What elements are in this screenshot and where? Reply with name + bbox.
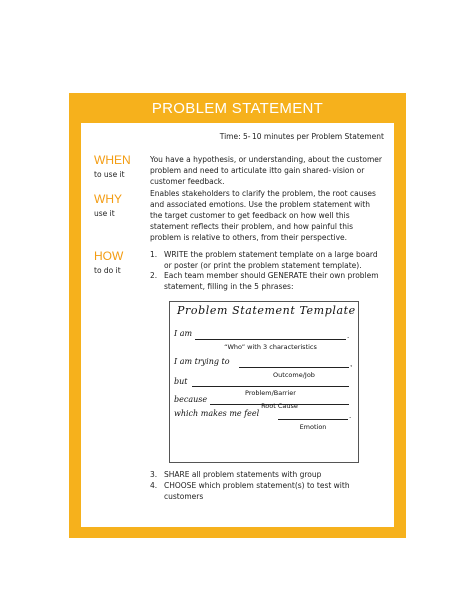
title-bar xyxy=(69,93,406,123)
step-text: WRITE the problem statement template on a large board or poster (or print the problem statement template). xyxy=(164,250,378,270)
page-title: PROBLEM STATEMENT xyxy=(151,100,324,117)
template-caption: Outcome/Job xyxy=(273,371,315,379)
fill-in-line xyxy=(195,339,346,340)
template-title: Problem Statement Template xyxy=(177,304,356,317)
step-number: 1. xyxy=(150,250,158,259)
content-panel xyxy=(81,123,394,527)
why-label: WHY xyxy=(94,192,122,206)
step-text: SHARE all problem statements with group xyxy=(164,470,322,479)
template-caption: Root Cause xyxy=(261,402,298,410)
template-phrase: because xyxy=(174,395,208,404)
template-phrase: I am xyxy=(174,329,193,338)
when-text: You have a hypothesis, or understanding, about the customer problem and need to articulate itto gain shared- vision or customer feedback. xyxy=(150,155,382,186)
fill-in-line xyxy=(239,367,349,368)
step-number: 4. xyxy=(150,481,158,490)
period: . xyxy=(349,411,352,420)
template-caption: “Who” with 3 characteristics xyxy=(224,343,317,351)
step-text: CHOOSE which problem statement(s) to test with customers xyxy=(164,481,350,501)
why-text: Enables stakeholders to clarify the problem, the root causes and associated emotions. Use the problem statement with the target customer to get feedback on how well this statement reflects their problem, and how painful this problem is relative to others, from their perspective. xyxy=(150,189,376,242)
template-caption: Emotion xyxy=(299,423,327,431)
how-label: HOW xyxy=(94,249,124,263)
fill-in-line xyxy=(278,419,348,420)
why-sublabel: use it xyxy=(94,209,115,218)
template-phrase: but xyxy=(174,377,188,386)
problem-statement-template xyxy=(169,301,359,463)
template-phrase: which makes me feel xyxy=(174,409,260,418)
when-sublabel: to use it xyxy=(94,170,125,179)
how-sublabel: to do it xyxy=(94,266,121,275)
comma: , xyxy=(350,359,353,368)
period: . xyxy=(347,331,350,340)
template-phrase: I am trying to xyxy=(174,357,230,366)
fill-in-line xyxy=(192,386,349,387)
template-caption: Problem/Barrier xyxy=(245,389,296,397)
step-number: 2. xyxy=(150,271,158,280)
step-text: Each team member should GENERATE their own problem statement, filling in the 5 phrases: xyxy=(164,271,379,291)
document-frame xyxy=(69,93,406,538)
step-number: 3. xyxy=(150,470,158,479)
when-label: WHEN xyxy=(94,153,131,167)
time-note: Time: 5- 10 minutes per Problem Statement xyxy=(219,132,384,141)
